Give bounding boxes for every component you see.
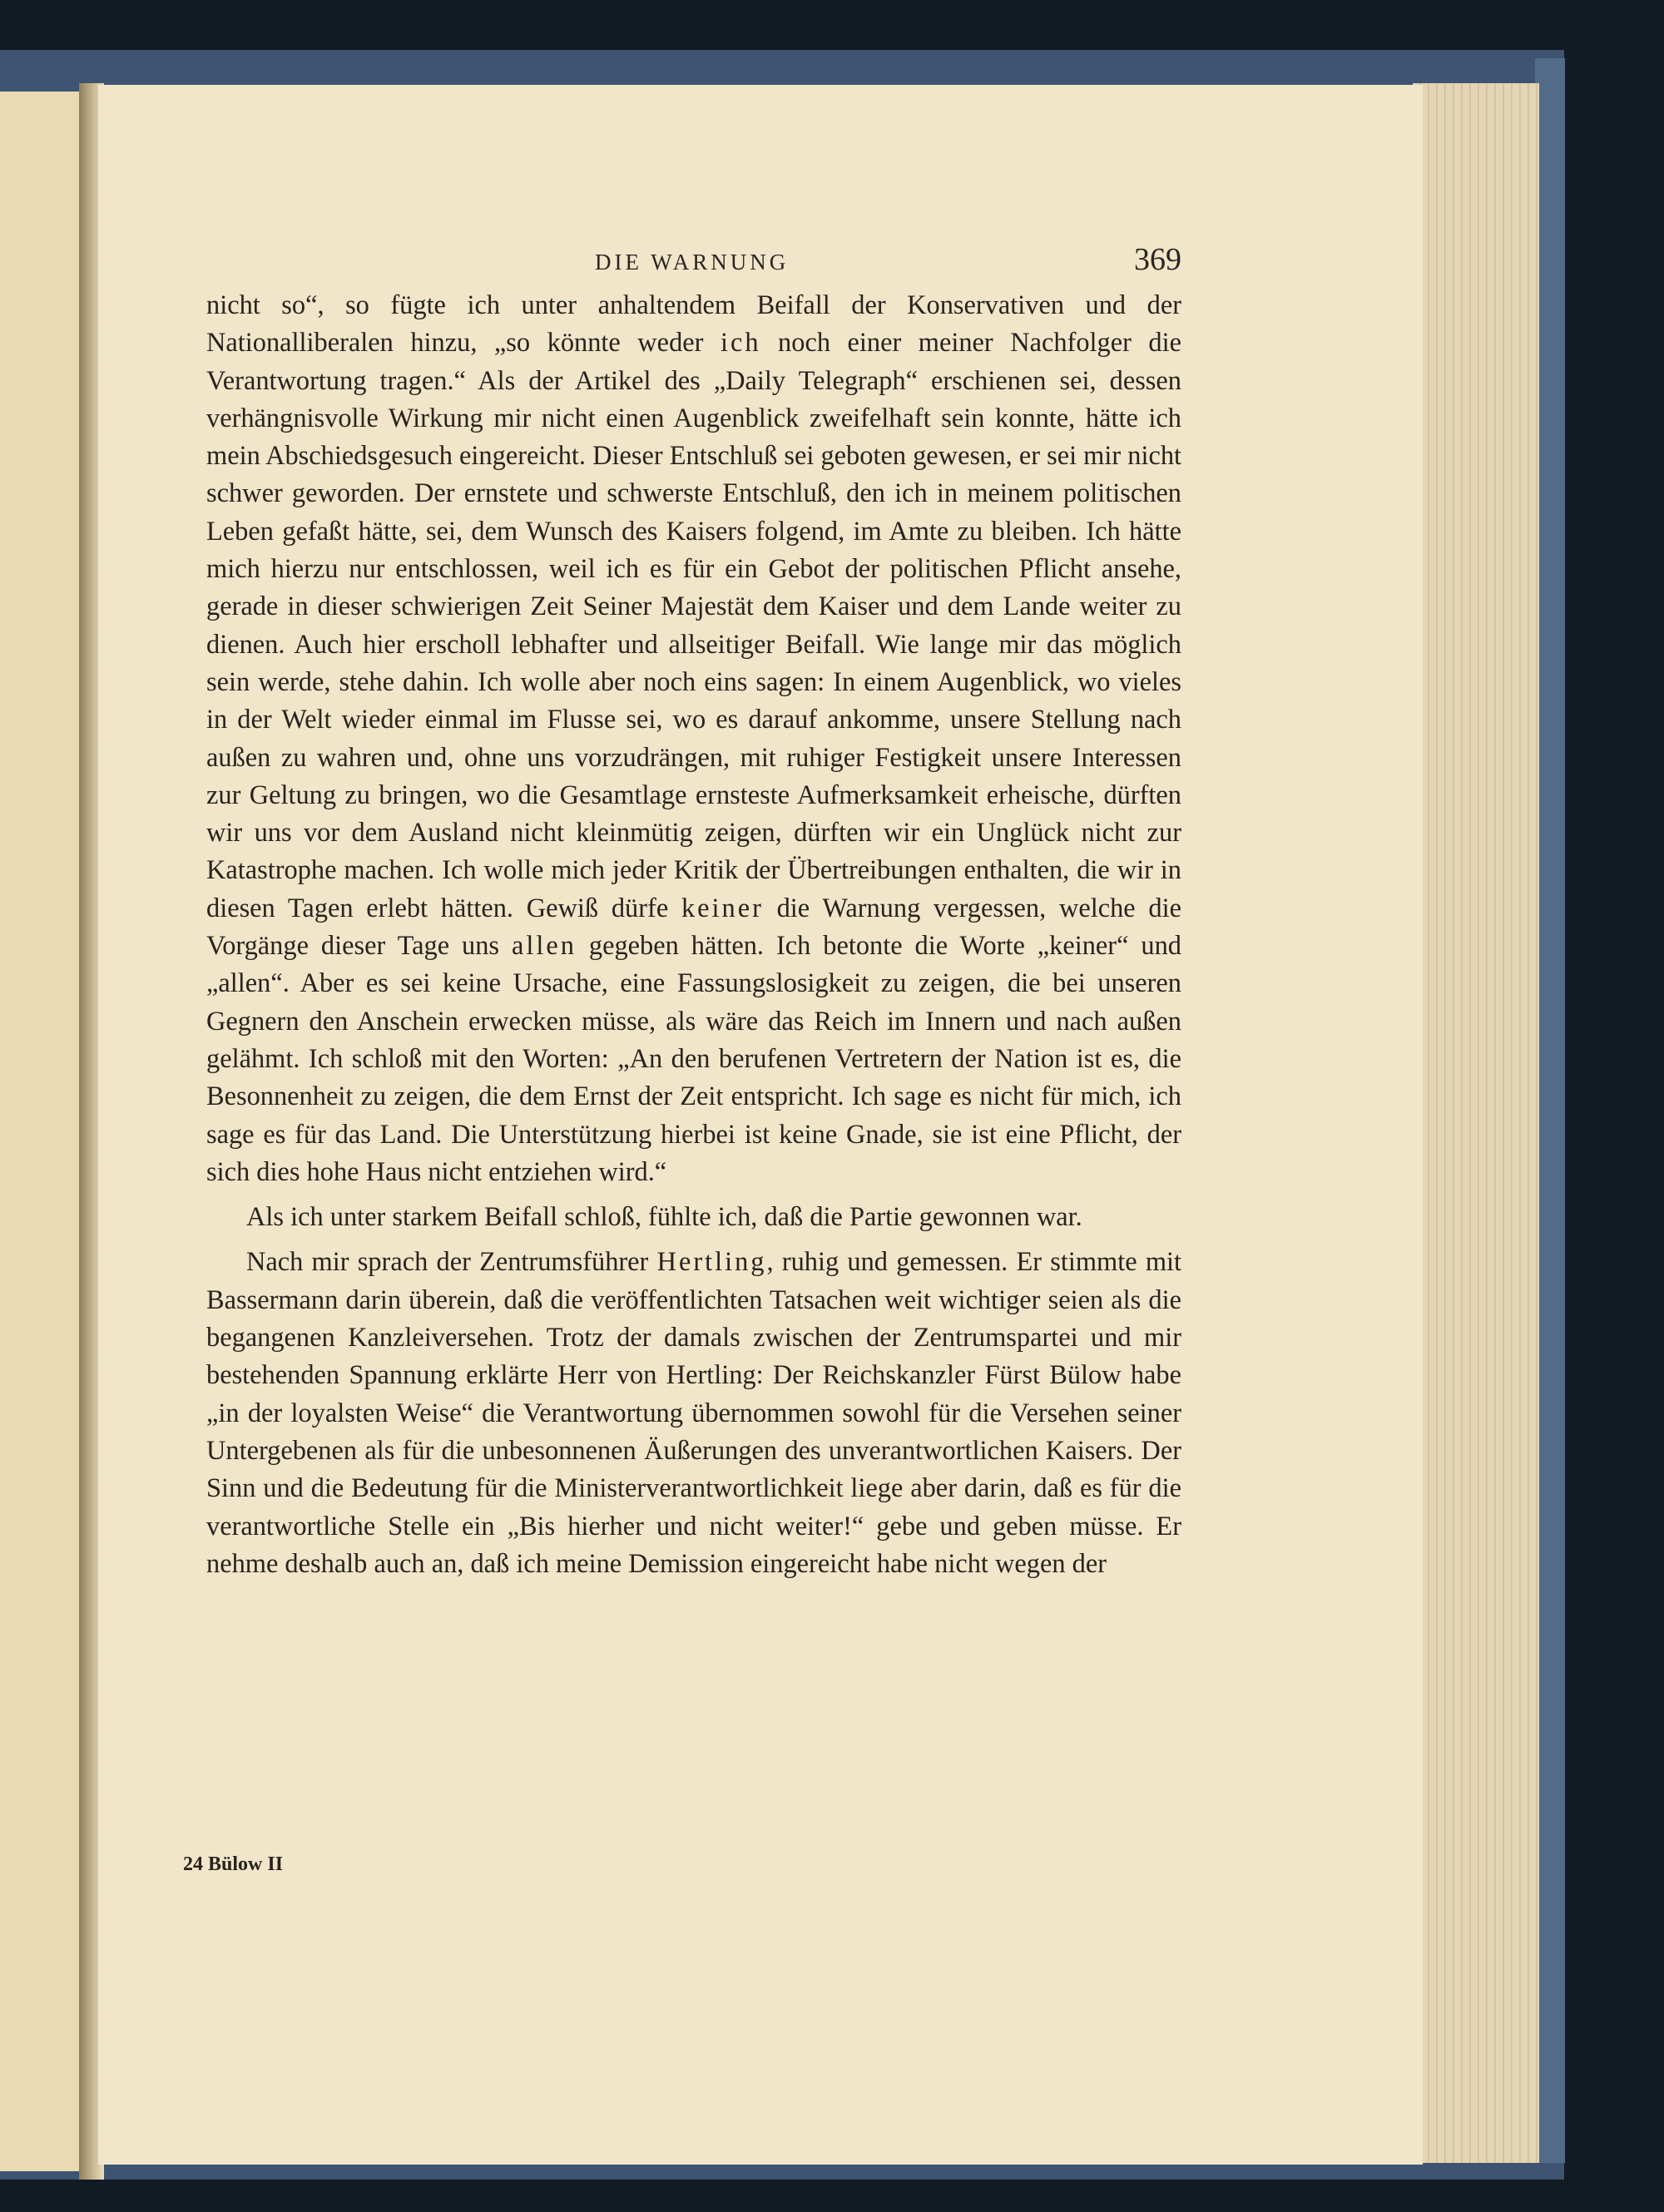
cover-edge [1535, 58, 1565, 2163]
page-edges [1413, 83, 1539, 2163]
body-text [206, 287, 1181, 1591]
page-header [208, 241, 1181, 283]
emphasized-word: keiner [681, 893, 764, 923]
emphasized-word: ich [720, 328, 761, 359]
paragraph [206, 287, 1181, 1191]
page-number: 369 [1134, 242, 1181, 277]
left-page-edge [0, 92, 79, 2171]
text-run: gegeben hätten. Ich betonte die Worte „keiner“ und „allen“. Aber es sei keine Ursache, eine Fassungslosigkeit zu zeigen, die bei unseren Gegnern den Anschein erwecken müsse, als wäre das Reich im Innern und nach außen gelähmt. Ich schloß mit den Worten: „An den berufenen Vertretern der Nation ist es, die Besonnenheit zu zeigen, die dem Ernst der Zeit entspricht. Ich sage es nicht für mich, ich sage es für das Land. Die Unterstützung hierbei ist keine Gnade, sie ist eine Pflicht, der sich dies hohe Haus nicht entziehen wird.“ [206, 931, 1181, 1187]
paragraph [206, 1244, 1181, 1583]
emphasized-word: Hertling [656, 1247, 767, 1278]
text-run: nicht so“, so fügte ich unter anhaltendem Beifall der Konservativen und der Nationalliberalen hinzu, „so könnte weder [206, 290, 1181, 359]
text-run: die Warnung vergessen, welche die Vorgänge dieser Tage uns [206, 893, 1181, 962]
text-run: Als ich unter starkem Beifall schloß, fühlte ich, daß die Partie gewonnen war. [246, 1202, 1082, 1233]
text-run: , ruhig und gemessen. Er stimmte mit Bassermann darin überein, daß die veröffentlichten Tatsachen weit wichtiger seien als die begangenen Kanzleiversehen. Trotz der damals zwischen der Zentrumspartei und mir bestehenden Spannung erklärte Herr von Hertling: Der Reichskanzler Fürst Bülow habe „in der loyalsten Weise“ die Verantwortung übernommen sowohl für die Versehen seiner Untergebenen als für die unbesonnenen Äußerungen des unverantwortlichen Kaisers. Der Sinn und die Bedeutung für die Ministerverantwortlichkeit liege aber darin, daß es für die verantwortliche Stelle ein „Bis hierher und nicht weiter!“ gebe und geben müsse. Er nehme deshalb auch an, daß ich meine Demission eingereicht habe nicht wegen der [206, 1247, 1182, 1579]
paragraph [206, 1199, 1181, 1236]
text-run: noch einer meiner Nachfolger die Verantwortung tragen.“ Als der Artikel des „Daily Telegraph“ erschienen sei, dessen verhängnisvolle Wirkung mir nicht einen Augenblick zweifelhaft sein konnte, hätte ich mein Abschiedsgesuch eingereicht. Dieser Entschluß sei geboten gewesen, er sei mir nicht schwer geworden. Der ernstete und schwerste Entschluß, den ich in meinem politischen Leben gefaßt hätte, sei, dem Wunsch des Kaisers folgend, im Amte zu bleiben. Ich hätte mich hierzu nur entschlossen, weil ich es für ein Gebot der politischen Pflicht ansehe, gerade in dieser schwierigen Zeit Seiner Majestät dem Kaiser und dem Lande weiter zu dienen. Auch hier erscholl lebhafter und allseitiger Beifall. Wie lange mir das möglich sein werde, stehe dahin. Ich wolle aber noch eins sagen: In einem Augenblick, wo vieles in der Welt wieder einmal im Flusse sei, wo es darauf ankomme, unsere Stellung nach außen zu wahren und, ohne uns vorzudrängen, mit ruhiger Festigkeit unsere Interessen zur Geltung zu bringen, wo die Gesamtlage ernsteste Aufmerksamkeit erheische, dürften wir uns vor dem Ausland nicht kleinmütig zeigen, dürften wir ein Unglück nicht zur Katastrophe machen. Ich wolle mich jeder Kritik der Übertreibungen enthalten, die wir in diesen Tagen erlebt hätten. Gewiß dürfe [206, 328, 1182, 923]
text-run: Nach mir sprach der Zentrumsführer [246, 1247, 657, 1278]
running-title: DIE WARNUNG [595, 250, 790, 275]
emphasized-word: allen [511, 931, 577, 962]
printer-signature: 24 Bülow II [183, 1853, 284, 1875]
